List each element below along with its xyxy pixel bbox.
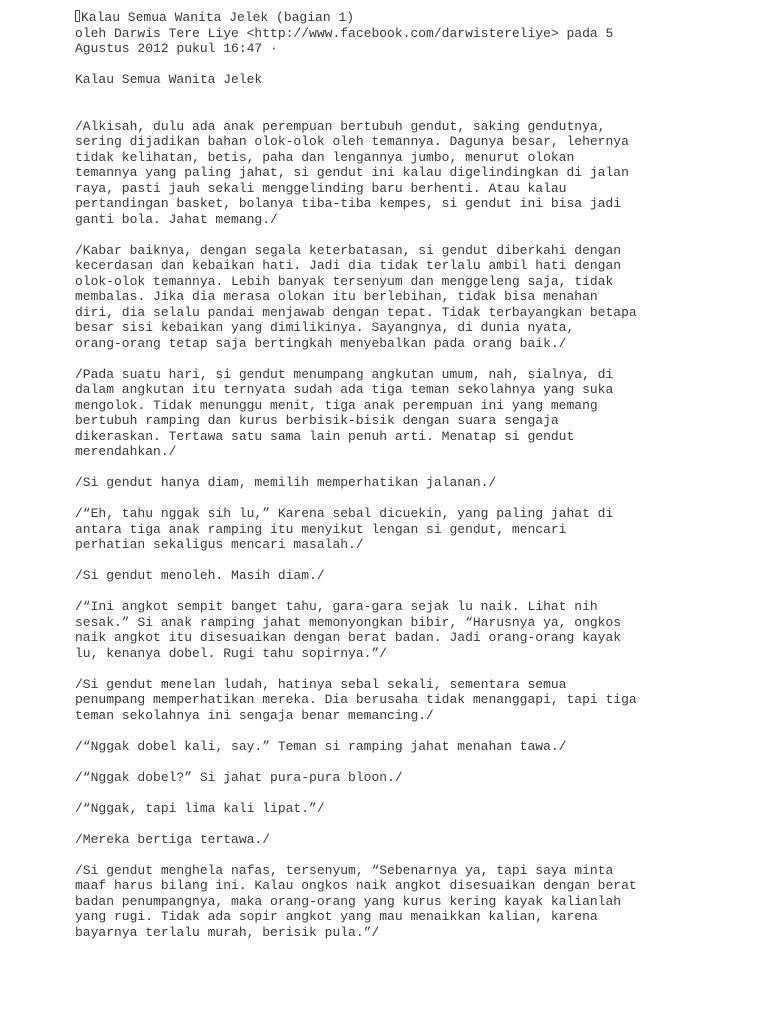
text-line: /Kabar baiknya, dengan segala keterbatasan, si gendut diberkahi dengan — [75, 242, 622, 258]
text-line: raya, pasti jauh sekali menggelinding baru berhenti. Atau kalau — [75, 180, 567, 196]
text-line: pertandingan basket, bolanya tiba-tiba kempes, si gendut ini bisa jadi — [75, 196, 622, 211]
text-line: lu, kenanya dobel. Rugi tahu sopirnya.”/ — [75, 645, 388, 661]
paragraph — [75, 863, 755, 941]
text-line: temannya yang paling jahat, si gendut ini kalau digelindingkan di jalan — [75, 165, 629, 180]
text-line: perhatian sekaligus mencari masalah./ — [75, 537, 364, 552]
text-line: dalam angkutan itu ternyata sudah ada tiga teman sekolahnya yang suka — [75, 382, 614, 397]
text-line: bayarnya terlalu murah, berisik pula.”/ — [75, 924, 380, 940]
text-line: /Si gendut hanya diam, memilih memperhatikan jalanan./ — [75, 475, 497, 490]
paragraph — [75, 832, 755, 848]
paragraph — [75, 119, 755, 228]
text-line: merendahkan./ — [75, 444, 177, 459]
text-line: sering dijadikan bahan olok-olok oleh temannya. Dagunya besar, lehernya — [75, 134, 629, 149]
text-line: kecerdasan dan kebaikan hati. Jadi dia tidak terlalu ambil hati dengan — [75, 258, 622, 273]
text-line: /Alkisah, dulu ada anak perempuan bertubuh gendut, saking gendutnya, — [75, 118, 606, 134]
document-title: Kalau Semua Wanita Jelek (bagian 1) — [81, 10, 355, 25]
text-line: besar sisi kebaikan yang dimilikinya. Sayangnya, di dunia nyata, — [75, 320, 575, 335]
text-line: dikeraskan. Tertawa satu sama lain penuh arti. Menatap si gendut — [75, 428, 575, 444]
paragraph — [75, 475, 755, 491]
text-line: orang-orang tetap saja bertingkah menyebalkan pada orang baik./ — [75, 335, 567, 351]
text-line: badan penumpangnya, maka orang-orang yang kurus kering kayak kalianlah — [75, 893, 622, 909]
text-line: /“Nggak dobel?” Si jahat pura-pura bloon./ — [75, 769, 403, 785]
text-line: sesak.” Si anak ramping jahat memonyongkan bibir, “Harusnya ya, ongkos — [75, 614, 622, 630]
text-line: /Si gendut menoleh. Masih diam./ — [75, 568, 325, 583]
text-line: ganti bola. Jahat memang./ — [75, 211, 278, 227]
paragraph — [75, 243, 755, 352]
text-line: penumpang memperhatikan mereka. Dia berusaha tidak menanggapi, tapi tiga — [75, 692, 637, 707]
paragraph — [75, 801, 755, 817]
text-line: maaf harus bilang ini. Kalau ongkos naik angkot disesuaikan dengan berat — [75, 878, 637, 893]
text-line: /Mereka bertiga tertawa./ — [75, 831, 271, 847]
text-line: antara tiga anak ramping itu menyikut lengan si gendut, mencari — [75, 521, 567, 537]
paragraph — [75, 739, 755, 755]
paragraph — [75, 677, 755, 724]
text-line: /Si gendut menelan ludah, hatinya sebal sekali, sementara semua — [75, 676, 567, 692]
text-line: yang rugi. Tidak ada sopir angkot yang mau menaikkan kalian, karena — [75, 909, 598, 924]
text-line: mengolok. Tidak menunggu menit, tiga anak perempuan ini yang memang — [75, 397, 598, 413]
text-line: /“Nggak, tapi lima kali lipat.”/ — [75, 800, 325, 816]
text-line: teman sekolahnya ini sengaja benar memancing./ — [75, 707, 434, 723]
document-subtitle: Kalau Semua Wanita Jelek — [75, 72, 263, 87]
missing-glyph-icon — [75, 10, 80, 22]
text-line: /“Ini angkot sempit banget tahu, gara-gara sejak lu naik. Lihat nih — [75, 599, 598, 614]
paragraph — [75, 599, 755, 661]
byline-line-2: Agustus 2012 pukul 16:47 · — [75, 41, 278, 56]
paragraph — [75, 367, 755, 460]
text-line: /“Nggak dobel kali, say.” Teman si ramping jahat menahan tawa./ — [75, 738, 567, 754]
text-line: naik angkot itu disesuaikan dengan berat badan. Jadi orang-orang kayak — [75, 630, 622, 645]
text-line: diri, dia selalu pandai menjawab dengan tepat. Tidak terbayangkan betapa — [75, 304, 637, 320]
byline-line-1: oleh Darwis Tere Liye <http://www.facebook.com/darwistereliye> pada 5 — [75, 25, 614, 41]
text-line: tidak kelihatan, betis, paha dan lengannya jumbo, menurut olokan — [75, 149, 575, 165]
text-line: olok-olok temannya. Lebih banyak tersenyum dan menggeleng saja, tidak — [75, 273, 614, 289]
text-line: /Pada suatu hari, si gendut menumpang angkutan umum, nah, sialnya, di — [75, 366, 614, 382]
document-page — [75, 10, 755, 956]
text-line: membalas. Jika dia merasa olokan itu berlebihan, tidak bisa menahan — [75, 289, 598, 304]
paragraph — [75, 506, 755, 553]
text-line: /Si gendut menghela nafas, tersenyum, “Sebenarnya ya, tapi saya minta — [75, 862, 614, 878]
document-title-line — [75, 10, 755, 26]
paragraph — [75, 770, 755, 786]
paragraph — [75, 568, 755, 584]
text-line: /“Eh, tahu nggak sih lu,” Karena sebal dicuekin, yang paling jahat di — [75, 506, 614, 521]
text-line: bertubuh ramping dan kurus berbisik-bisik dengan suara sengaja — [75, 413, 559, 428]
